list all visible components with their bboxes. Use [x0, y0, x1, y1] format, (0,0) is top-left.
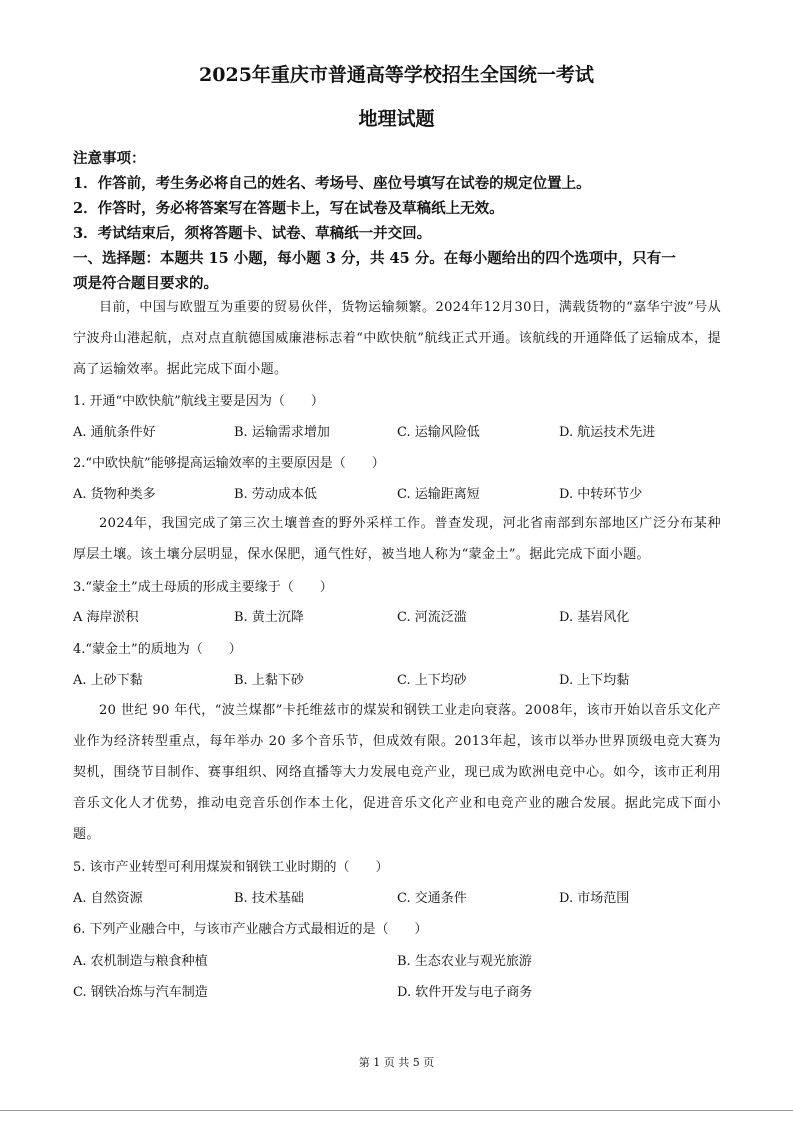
option-c[interactable]: C. 上下均砂	[397, 673, 467, 688]
option-d[interactable]: D. 市场范围	[559, 891, 630, 906]
option-b[interactable]: B. 运输需求增加	[234, 425, 330, 440]
section-heading-cont: 项是符合题目要求的。	[73, 275, 218, 292]
question-6-options-row1	[73, 952, 723, 972]
page-number: 第 1 页 共 5 页	[358, 1056, 435, 1069]
option-b[interactable]: B. 劳动成本低	[234, 487, 317, 502]
option-a[interactable]: A. 自然资源	[73, 891, 143, 906]
question-4-options	[73, 671, 723, 691]
option-a[interactable]: A. 通航条件好	[73, 425, 156, 440]
option-a[interactable]: A. 农机制造与粮食种植	[73, 954, 208, 969]
question-3-stem: 3.“蒙金土”成土母质的形成主要缘于（ ）	[73, 580, 333, 595]
option-a[interactable]: A 海岸淤积	[73, 610, 139, 625]
bottom-divider	[0, 1110, 793, 1111]
question-6-stem: 6. 下列产业融合中，与该市产业融合方式最相近的是（ ）	[73, 922, 428, 937]
option-b[interactable]: B. 生态农业与观光旅游	[397, 954, 532, 969]
option-d[interactable]: D. 航运技术先进	[559, 425, 656, 440]
question-4-stem: 4.“蒙金土”的质地为（ ）	[73, 642, 242, 657]
question-5-stem: 5. 该市产业转型可利用煤炭和钢铁工业时期的（ ）	[73, 860, 389, 875]
option-d[interactable]: D. 上下均黏	[559, 673, 630, 688]
option-d[interactable]: D. 中转环节少	[559, 487, 643, 502]
option-c[interactable]: C. 钢铁冶炼与汽车制造	[73, 985, 208, 1000]
exam-title: 2025年重庆市普通高等学校招生全国统一考试	[199, 64, 594, 86]
option-c[interactable]: C. 交通条件	[397, 891, 467, 906]
question-6-options-row2	[73, 983, 723, 1003]
question-2-stem: 2.“中欧快航”能够提高运输效率的主要原因是（ ）	[73, 456, 385, 471]
question-5-options	[73, 889, 723, 909]
question-2-options	[73, 485, 723, 505]
question-3-options	[73, 608, 723, 628]
option-b[interactable]: B. 上黏下砂	[234, 673, 304, 688]
notice-block	[73, 146, 723, 296]
option-a[interactable]: A. 上砂下黏	[73, 673, 143, 688]
option-c[interactable]: C. 运输风险低	[397, 425, 480, 440]
notice-item: 3．考试结束后，须将答题卡、试卷、草稿纸一并交回。	[73, 225, 432, 242]
option-c[interactable]: C. 河流泛滥	[397, 610, 467, 625]
question-1-options	[73, 423, 723, 443]
question-1-stem: 1. 开通“中欧快航”航线主要是因为（ ）	[73, 394, 324, 409]
passage-3: 20 世纪 90 年代，“波兰煤都”卡托维兹市的煤炭和钢铁工业走向衰落。2008年，该市开始以音乐文化产业作为经济转型重点，每年举办 20 多个音乐节，但成效有限。2013年起，该市以举办世界顶级电竞大赛为契机，围绕节目制作、赛事组织、网络直播等大力发展电竞产业，现已成为欧洲电竞中心。如今，该市正利用音乐文化人才优势，推动电竞音乐创作本土化，促进音乐文化产业和电竞产业的融合发展。据此完成下面小题。	[73, 703, 721, 842]
option-d[interactable]: D. 基岩风化	[559, 610, 630, 625]
passage-2: 2024年，我国完成了第三次土壤普查的野外采样工作。普查发现，河北省南部到东部地区广泛分布某种厚层土壤。该土壤分层明显，保水保肥，通气性好，被当地人称为“蒙金土”。据此完成下面小题。	[73, 516, 721, 562]
option-b[interactable]: B. 技术基础	[234, 891, 304, 906]
exam-subject: 地理试题	[358, 108, 435, 130]
section-heading: 一、选择题：本题共 15 小题，每小题 3 分，共 45 分。在每小题给出的四个选项中，只有一	[73, 250, 676, 267]
option-b[interactable]: B. 黄土沉降	[234, 610, 304, 625]
notice-item: 2．作答时，务必将答案写在答题卡上，写在试卷及草稿纸上无效。	[73, 200, 504, 217]
notice-item: 1．作答前，考生务必将自己的姓名、考场号、座位号填写在试卷的规定位置上。	[73, 175, 591, 192]
option-d[interactable]: D. 软件开发与电子商务	[397, 985, 533, 1000]
option-c[interactable]: C. 运输距离短	[397, 487, 480, 502]
notice-heading: 注意事项：	[73, 150, 146, 167]
passage-1: 目前，中国与欧盟互为重要的贸易伙伴，货物运输频繁。2024年12月30日，满载货物的“嘉华宁波”号从宁波舟山港起航，点对点直航德国威廉港标志着“中欧快航”航线正式开通。该航线的开通降低了运输成本，提高了运输效率。据此完成下面小题。	[73, 300, 721, 377]
option-a[interactable]: A. 货物种类多	[73, 487, 156, 502]
